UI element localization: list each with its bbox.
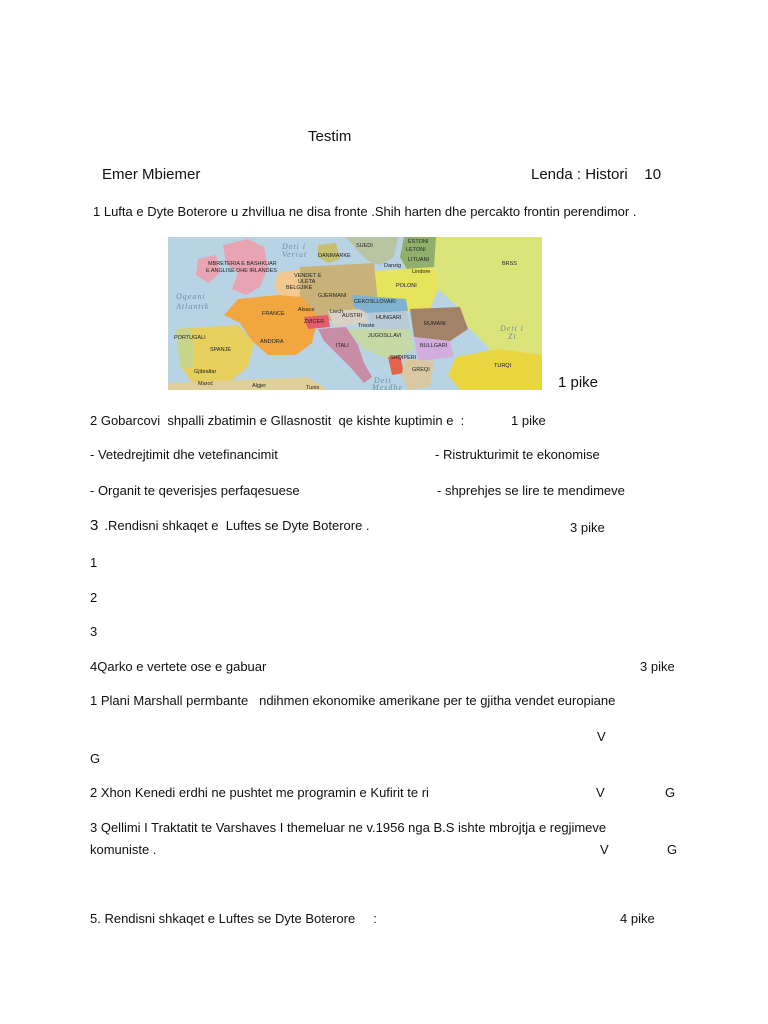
question-1: 1 Lufta e Dyte Boterore u zhvillua ne disa fronte .Shih harten dhe percakto frontin perendimor . bbox=[93, 204, 637, 219]
svg-text:Danzig: Danzig bbox=[384, 263, 402, 269]
svg-text:Algjer: Algjer bbox=[252, 383, 267, 389]
svg-text:JUGOSLLAVI: JUGOSLLAVI bbox=[368, 333, 402, 339]
svg-text:GREQI: GREQI bbox=[412, 367, 430, 373]
svg-text:SHQIPERI: SHQIPERI bbox=[390, 355, 417, 361]
svg-text:E ANGLISE DHE IRLANDES: E ANGLISE DHE IRLANDES bbox=[206, 268, 277, 274]
svg-text:Veriut: Veriut bbox=[282, 250, 308, 259]
svg-text:VENDET E: VENDET E bbox=[294, 273, 322, 279]
svg-text:Oqeani: Oqeani bbox=[176, 292, 206, 301]
svg-text:POLONI: POLONI bbox=[396, 283, 417, 289]
svg-text:Zi: Zi bbox=[508, 332, 517, 341]
svg-text:ANDORA: ANDORA bbox=[260, 339, 284, 345]
svg-text:BRSS: BRSS bbox=[502, 261, 517, 267]
statement-2-true-option[interactable]: V bbox=[596, 785, 605, 800]
svg-text:TURQI: TURQI bbox=[494, 363, 512, 369]
svg-text:Deti i: Deti i bbox=[282, 242, 306, 251]
statement-1-true-option[interactable]: V bbox=[597, 729, 606, 744]
svg-text:Atlantik: Atlantik bbox=[176, 302, 210, 311]
question-2: 2 Gobarcovi shpalli zbatimin e Gllasnostit qe kishte kuptimin e : bbox=[90, 413, 465, 428]
statement-3-line-2: komuniste . bbox=[90, 842, 157, 857]
question-3-text: .Rendisni shkaqet e Luftes se Dyte Boterore . bbox=[104, 518, 370, 533]
europe-map-image bbox=[168, 237, 542, 390]
answer-line-3: 3 bbox=[90, 624, 98, 639]
page-title: Testim bbox=[308, 128, 352, 145]
name-label: Emer Mbiemer bbox=[102, 166, 201, 183]
statement-3-false-option[interactable]: G bbox=[667, 842, 678, 857]
svg-text:ESTONI: ESTONI bbox=[408, 239, 429, 245]
question-2-points: 1 pike bbox=[511, 413, 546, 428]
svg-text:BULLGARI: BULLGARI bbox=[420, 343, 448, 349]
statement-1-false-option[interactable]: G bbox=[90, 751, 101, 766]
answer-line-1: 1 bbox=[90, 555, 98, 570]
svg-text:HUNGARI: HUNGARI bbox=[376, 315, 402, 321]
svg-text:ZVICER: ZVICER bbox=[304, 319, 325, 325]
svg-text:Deti: Deti bbox=[374, 376, 392, 385]
answer-line-2: 2 bbox=[90, 590, 98, 605]
svg-text:Mesdhe: Mesdhe bbox=[372, 383, 403, 390]
subject-label: Lenda : Histori 10 bbox=[531, 166, 662, 183]
svg-text:Alsace: Alsace bbox=[298, 307, 315, 313]
svg-text:SUEDI: SUEDI bbox=[356, 243, 373, 249]
svg-text:Tunis: Tunis bbox=[306, 385, 320, 390]
svg-text:PORTUGALI: PORTUGALI bbox=[174, 335, 206, 341]
svg-text:BELGJIKE: BELGJIKE bbox=[286, 285, 313, 291]
question-5-points: 4 pike bbox=[620, 911, 655, 926]
svg-text:DANIMARKE: DANIMARKE bbox=[318, 253, 351, 259]
svg-text:AUSTRI: AUSTRI bbox=[342, 313, 363, 319]
svg-text:RUMANI: RUMANI bbox=[424, 321, 446, 327]
question-1-points: 1 pike bbox=[558, 374, 599, 391]
question-3 bbox=[90, 518, 370, 534]
statement-3-true-option[interactable]: V bbox=[600, 842, 609, 857]
svg-text:GJERMANI: GJERMANI bbox=[318, 293, 347, 299]
svg-text:SPANJE: SPANJE bbox=[210, 347, 231, 353]
svg-text:FRANCE: FRANCE bbox=[262, 311, 285, 317]
statement-3-line-1: 3 Qellimi I Traktatit te Varshaves I themeluar ne v.1956 nga B.S ishte mbrojtja e regjimeve bbox=[90, 820, 607, 835]
svg-text:Maroć: Maroć bbox=[198, 381, 214, 387]
question-4-points: 3 pike bbox=[640, 659, 675, 674]
svg-text:Trieste: Trieste bbox=[358, 323, 375, 329]
statement-2-false-option[interactable]: G bbox=[665, 785, 676, 800]
svg-text:LETONI: LETONI bbox=[406, 247, 426, 253]
svg-text:CEKOSLLOVAKI: CEKOSLLOVAKI bbox=[354, 299, 396, 305]
svg-text:ULETA: ULETA bbox=[298, 279, 316, 285]
question-5: 5. Rendisni shkaqet e Luftes se Dyte Boterore : bbox=[90, 911, 377, 926]
svg-text:LITUANI: LITUANI bbox=[408, 257, 430, 263]
map-greece bbox=[402, 359, 434, 390]
statement-1: 1 Plani Marshall permbante ndihmen ekonomike amerikane per te gjitha vendet europiane bbox=[90, 693, 616, 708]
svg-text:Liech: Liech bbox=[330, 309, 344, 315]
question-2-option-4: - shprehjes se lire te mendimeve bbox=[437, 483, 625, 498]
question-3-points: 3 pike bbox=[570, 520, 605, 535]
svg-text:ITALI: ITALI bbox=[336, 343, 349, 349]
svg-text:Gjibraltar: Gjibraltar bbox=[194, 369, 217, 375]
statement-2: 2 Xhon Kenedi erdhi ne pushtet me programin e Kufirit te ri bbox=[90, 785, 429, 800]
question-2-option-1: - Vetedrejtimit dhe vetefinancimit bbox=[90, 447, 278, 462]
question-3-number: 3 bbox=[90, 517, 99, 534]
question-2-option-2: - Ristrukturimit te ekonomise bbox=[435, 447, 600, 462]
question-2-option-3: - Organit te qeverisjes perfaqesuese bbox=[90, 483, 300, 498]
svg-text:Lindore: Lindore bbox=[412, 269, 431, 275]
svg-text:MBRETERIA E BASHKUAR: MBRETERIA E BASHKUAR bbox=[208, 261, 277, 267]
question-4: 4Qarko e vertete ose e gabuar bbox=[90, 659, 267, 674]
svg-text:Deti i: Deti i bbox=[500, 324, 524, 333]
